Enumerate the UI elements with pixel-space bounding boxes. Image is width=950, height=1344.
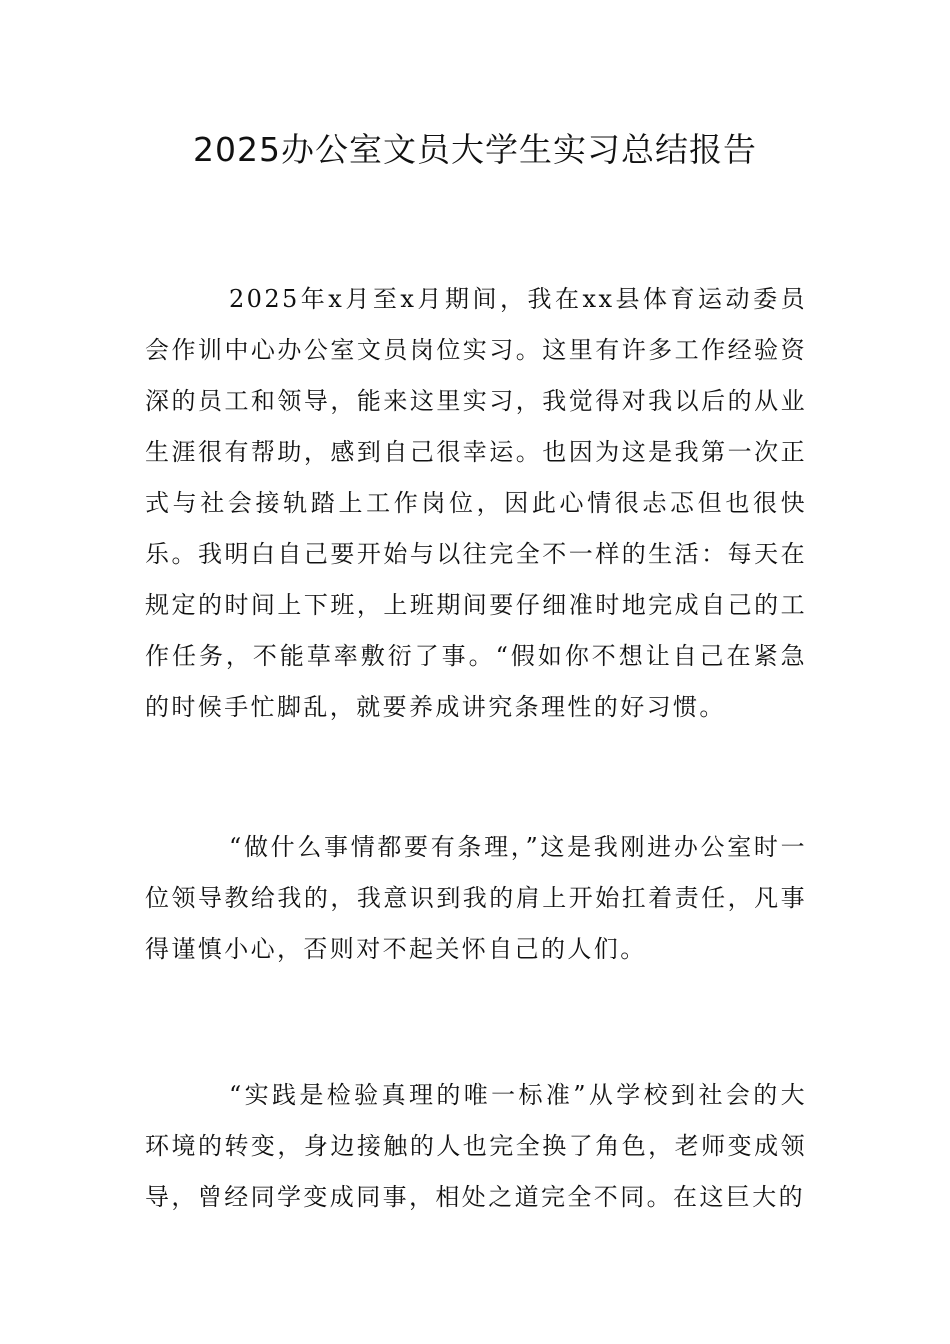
paragraph-1: 2025年x月至x月期间，我在xx县体育运动委员会作训中心办公室文员岗位实习。这里有许多工作经验资深的员工和领导，能来这里实习，我觉得对我以后的从业生涯很有帮助，感到自己很幸运。也因为这是我第一次正式与社会接轨踏上工作岗位，因此心情很忐忑但也很快乐。我明白自己要开始与以往完全不一样的生活：每天在规定的时间上下班，上班期间要仔细准时地完成自己的工作任务，不能草率敷衍了事。“假如你不想让自己在紧急的时候手忙脚乱，就要养成讲究条理性的好习惯。 xyxy=(145,285,807,721)
paragraph-3: “实践是检验真理的唯一标准”从学校到社会的大环境的转变，身边接触的人也完全换了角色，老师变成领导，曾经同学变成同事，相处之道完全不同。在这巨大的 xyxy=(145,1081,807,1211)
paragraph-2: “做什么事情都要有条理，”这是我刚进办公室时一位领导教给我的，我意识到我的肩上开始扛着责任，凡事得谨慎小心，否则对不起关怀自己的人们。 xyxy=(145,833,807,963)
document-title: 2025办公室文员大学生实习总结报告 xyxy=(193,130,757,169)
